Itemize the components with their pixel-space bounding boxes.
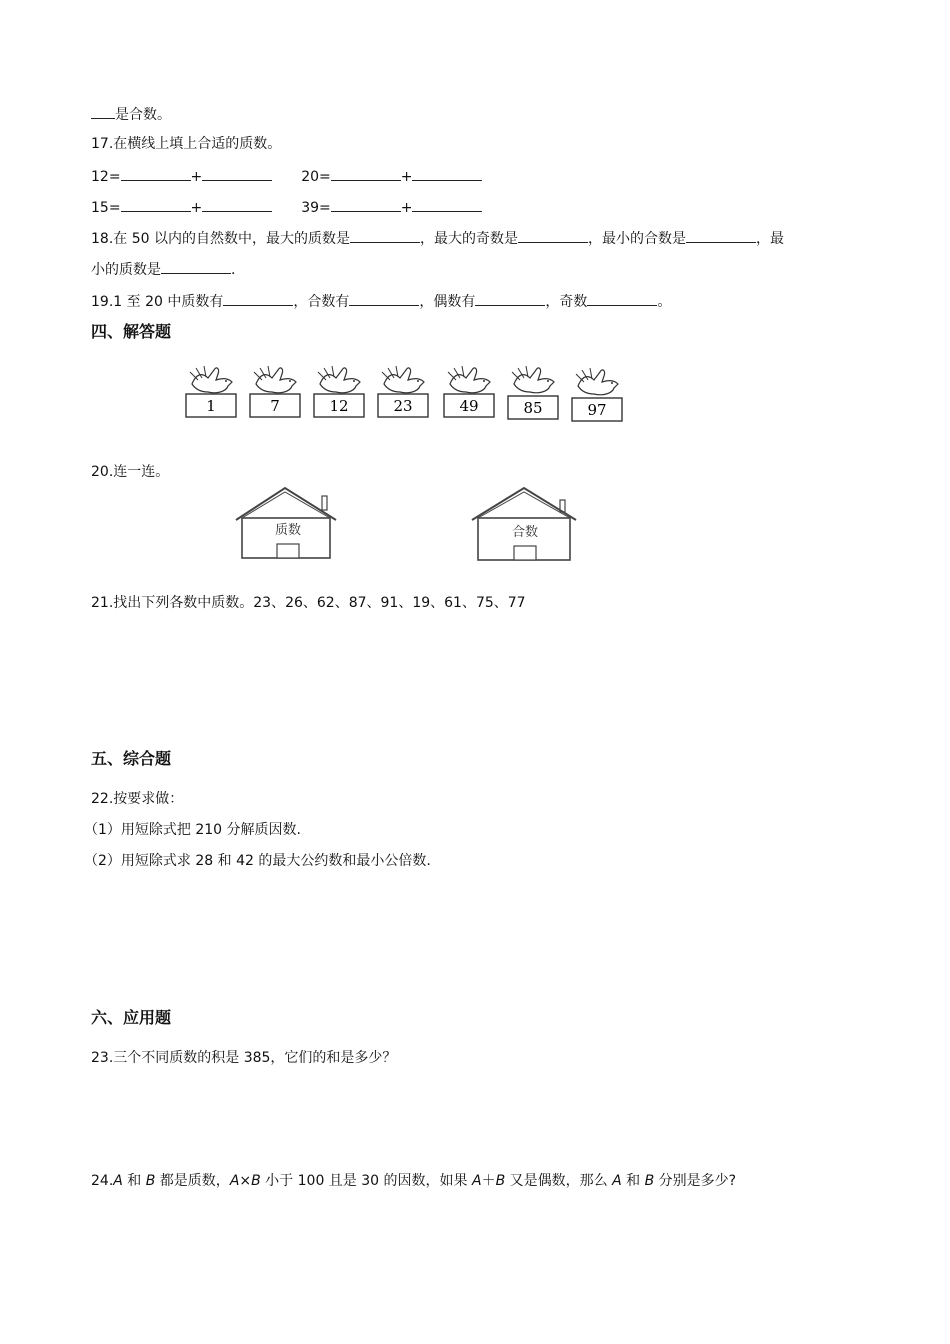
- q23-text: 23.三个不同质数的积是 385，它们的和是多少？: [91, 1050, 397, 1066]
- bird-card: [572, 368, 622, 421]
- answer-blank[interactable]: [518, 228, 588, 243]
- section-heading-6: 六、应用题: [91, 1008, 172, 1027]
- answer-blank[interactable]: [202, 166, 272, 181]
- section-heading-5: 五、综合题: [91, 749, 172, 768]
- q17-text: 17.在横线上填上合适的质数。: [91, 136, 282, 152]
- answer-blank[interactable]: [349, 291, 419, 306]
- bird-number: 85: [523, 399, 543, 417]
- house-prime: [236, 488, 336, 558]
- bird-card: [250, 366, 300, 417]
- bird-card: [444, 366, 494, 417]
- q24-text: 24.A 和 B 都是质数，A×B 小于 100 且是 30 的因数，如果 A＋B 又是偶数，那么 A 和 B 分别是多少?: [91, 1173, 737, 1189]
- answer-blank[interactable]: [202, 197, 272, 212]
- answer-blank[interactable]: [161, 259, 231, 274]
- q22-text: 22.按要求做：: [91, 791, 184, 807]
- q22-part2: （2）用短除式求 28 和 42 的最大公约数和最小公倍数.: [84, 853, 431, 869]
- bird-card: [508, 366, 558, 419]
- answer-blank[interactable]: [587, 291, 657, 306]
- q18-line2: 小的质数是 .: [91, 259, 235, 280]
- q21-text: 21.找出下列各数中质数。23、26、62、87、91、19、61、75、77: [91, 595, 526, 611]
- bird-number: 97: [587, 401, 607, 419]
- answer-blank[interactable]: [350, 228, 420, 243]
- q16-tail: 是合数。: [91, 104, 171, 125]
- bird-number: 7: [270, 397, 280, 415]
- q17-row2: 15= + 39= +: [91, 197, 482, 218]
- bird-card: [186, 366, 236, 417]
- bird-number: 1: [206, 397, 216, 415]
- q18-line1: 18.在 50 以内的自然数中，最大的质数是 ，最大的奇数是 ，最小的合数是 ，最: [91, 228, 784, 249]
- house-composite: [472, 488, 576, 560]
- bird-card: [314, 366, 364, 417]
- q20-text: 20.连一连。: [91, 464, 170, 480]
- birds-figure: [180, 362, 630, 430]
- q19-line: 19.1 至 20 中质数有 ，合数有 ，偶数有 ，奇数 。: [91, 291, 671, 312]
- bird-card: [378, 366, 428, 417]
- answer-blank[interactable]: [686, 228, 756, 243]
- bird-number: 23: [393, 397, 413, 415]
- answer-blank[interactable]: [331, 166, 401, 181]
- houses-figure: [230, 482, 590, 564]
- answer-blank[interactable]: [475, 291, 545, 306]
- answer-blank[interactable]: [412, 197, 482, 212]
- answer-blank[interactable]: [412, 166, 482, 181]
- answer-blank[interactable]: [331, 197, 401, 212]
- answer-blank[interactable]: [223, 291, 293, 306]
- answer-blank[interactable]: [121, 197, 191, 212]
- bird-number: 49: [459, 397, 479, 415]
- q17-row1: 12= + 20= +: [91, 166, 482, 187]
- answer-blank[interactable]: [121, 166, 191, 181]
- section-heading-4: 四、解答题: [91, 322, 172, 341]
- answer-blank[interactable]: [91, 104, 115, 119]
- house-label: 合数: [511, 525, 539, 540]
- house-label: 质数: [274, 523, 302, 538]
- bird-number: 12: [329, 397, 349, 415]
- q22-part1: （1）用短除式把 210 分解质因数.: [84, 822, 301, 838]
